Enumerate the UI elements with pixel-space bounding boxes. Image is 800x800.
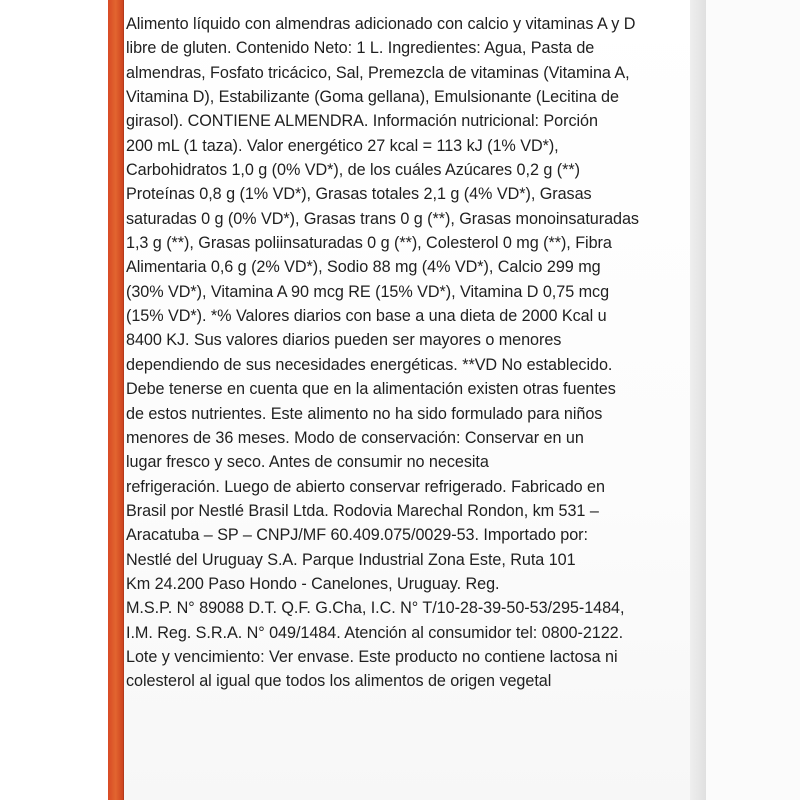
label-line: dependiendo de sus necesidades energéticas. **VD No establecido.	[126, 355, 613, 374]
label-line: (30% VD*), Vitamina A 90 mcg RE (15% VD*), Vitamina D 0,75 mcg	[126, 282, 610, 301]
label-line: libre de gluten. Contenido Neto: 1 L. Ingredientes: Agua, Pasta de	[126, 39, 595, 58]
label-line: de estos nutrientes. Este alimento no ha sido formulado para niños	[126, 404, 603, 423]
label-line: 8400 KJ. Sus valores diarios pueden ser mayores o menores	[126, 331, 562, 350]
label-line: saturadas 0 g (0% VD*), Grasas trans 0 g (**), Grasas monoinsaturadas	[126, 209, 639, 228]
label-text-block	[126, 12, 701, 694]
label-line: Km 24.200 Paso Hondo - Canelones, Uruguay. Reg.	[126, 574, 500, 593]
label-line: Lote y vencimiento: Ver envase. Este producto no contiene lactosa ni	[126, 647, 618, 666]
label-line: Vitamina D), Estabilizante (Goma gellana), Emulsionante (Lecitina de	[126, 88, 619, 107]
label-line: 200 mL (1 taza). Valor energético 27 kcal = 113 kJ (1% VD*),	[126, 136, 559, 155]
label-line: Alimentaria 0,6 g (2% VD*), Sodio 88 mg (4% VD*), Calcio 299 mg	[126, 258, 601, 277]
label-line: lugar fresco y seco. Antes de consumir no necesita	[126, 453, 489, 472]
label-line: girasol). CONTIENE ALMENDRA. Información nutricional: Porción	[126, 112, 598, 131]
label-line: menores de 36 meses. Modo de conservación: Conservar en un	[126, 428, 584, 447]
label-line: Carbohidratos 1,0 g (0% VD*), de los cuáles Azúcares 0,2 g (**)	[126, 161, 580, 180]
label-line: Debe tenerse en cuenta que en la alimentación existen otras fuentes	[126, 380, 616, 399]
label-line: Brasil por Nestlé Brasil Ltda. Rodovia Marechal Rondon, km 531 –	[126, 501, 599, 520]
label-line: almendras, Fosfato tricácico, Sal, Premezcla de vitaminas (Vitamina A,	[126, 63, 630, 82]
label-line: (15% VD*). *% Valores diarios con base a una dieta de 2000 Kcal u	[126, 307, 607, 326]
label-line: Nestlé del Uruguay S.A. Parque Industrial Zona Este, Ruta 101	[126, 550, 576, 569]
label-line: M.S.P. N° 89088 D.T. Q.F. G.Cha, I.C. N° T/10-28-39-50-53/295-1484,	[126, 599, 625, 618]
label-line: I.M. Reg. S.R.A. N° 049/1484. Atención al consumidor tel: 0800-2122.	[126, 623, 624, 642]
label-line: refrigeración. Luego de abierto conservar refrigerado. Fabricado en	[126, 477, 605, 496]
background-left	[0, 0, 117, 800]
label-line: Alimento líquido con almendras adicionado con calcio y vitaminas A y D	[126, 15, 636, 33]
label-line: colesterol al igual que todos los alimentos de origen vegetal	[126, 672, 552, 691]
label-line: 1,3 g (**), Grasas poliinsaturadas 0 g (**), Colesterol 0 mg (**), Fibra	[126, 234, 612, 253]
label-line: Proteínas 0,8 g (1% VD*), Grasas totales 2,1 g (4% VD*), Grasas	[126, 185, 592, 204]
label-line: Aracatuba – SP – CNPJ/MF 60.409.075/0029-53. Importado por:	[126, 526, 588, 545]
